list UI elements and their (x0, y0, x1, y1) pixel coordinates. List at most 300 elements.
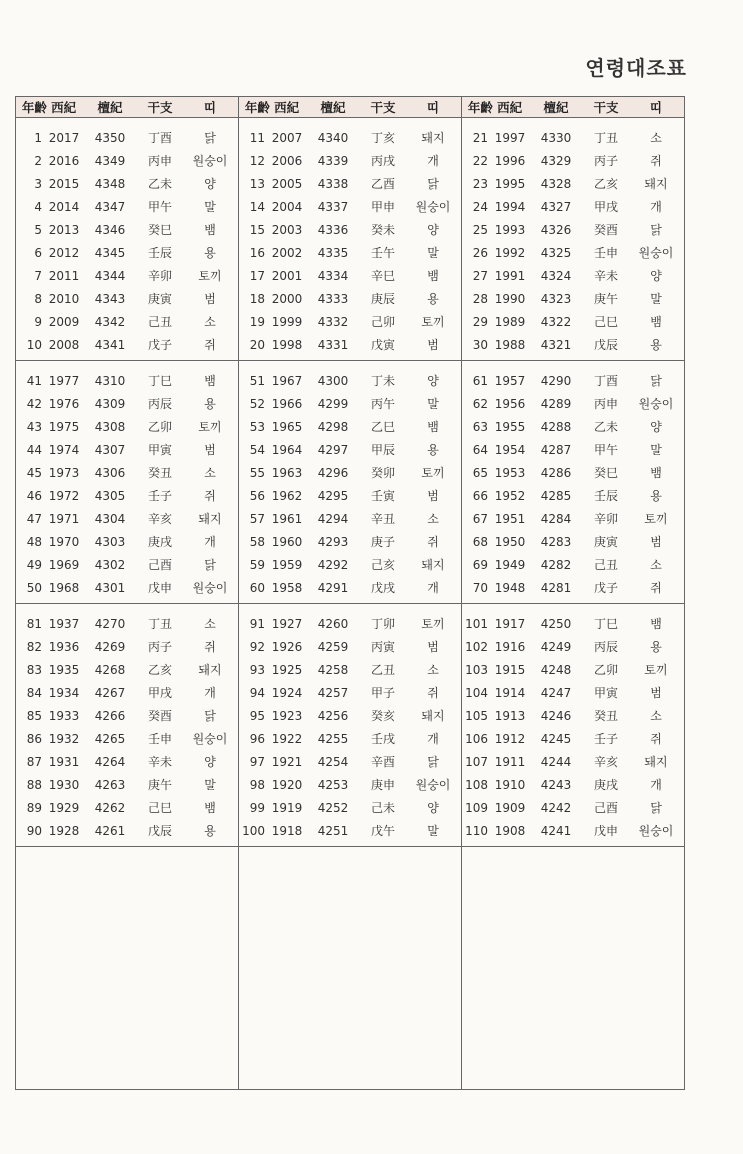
header-ganji: 干支 (593, 100, 619, 115)
ganji-cell: 壬辰 (147, 246, 172, 260)
table-row (16, 553, 238, 576)
ganji-cell: 丁卯 (370, 617, 395, 631)
ganji-cell: 丙午 (370, 397, 395, 411)
year-cell: 1924 (271, 685, 303, 700)
table-header (462, 97, 684, 118)
ganji-cell: 癸巳 (593, 466, 618, 480)
tti-cell: 소 (650, 709, 662, 723)
dangi-cell: 4346 (94, 222, 126, 237)
ganji-cell: 戊辰 (147, 824, 172, 838)
table-row (239, 878, 461, 901)
ganji-cell: 戊子 (593, 581, 618, 595)
dangi-cell: 4269 (94, 639, 126, 654)
table-row (16, 704, 238, 727)
dangi-cell: 4291 (317, 580, 349, 595)
table-row (462, 855, 684, 878)
year-cell: 1958 (271, 580, 303, 595)
tti-cell: 용 (650, 338, 662, 352)
age-cell: 13 (249, 176, 265, 191)
tti-cell: 원숭이 (638, 246, 674, 260)
tti-cell: 쥐 (650, 154, 662, 168)
ganji-cell: 甲子 (370, 686, 395, 700)
year-cell: 1977 (48, 373, 80, 388)
ganji-cell: 壬寅 (370, 489, 395, 503)
table-column (16, 97, 239, 1089)
ganji-cell: 丙戌 (370, 154, 395, 168)
tti-cell: 뱀 (427, 269, 439, 283)
year-cell: 1959 (271, 557, 303, 572)
tti-cell: 양 (650, 420, 662, 434)
ganji-cell: 甲寅 (593, 686, 618, 700)
age-cell: 46 (26, 488, 42, 503)
ganji-cell: 甲午 (593, 443, 618, 457)
age-cell: 48 (26, 534, 42, 549)
dangi-cell: 4283 (540, 534, 572, 549)
dangi-cell: 4281 (540, 580, 572, 595)
table-row (462, 970, 684, 993)
tti-cell: 토끼 (644, 512, 668, 526)
year-cell: 1911 (494, 754, 526, 769)
year-cell: 1993 (494, 222, 526, 237)
header-age-year: 年齡 西紀 (21, 100, 77, 115)
table-row (462, 750, 684, 773)
tti-cell: 쥐 (650, 581, 662, 595)
year-cell: 1965 (271, 419, 303, 434)
table-row (239, 415, 461, 438)
dangi-cell: 4328 (540, 176, 572, 191)
year-cell: 1955 (494, 419, 526, 434)
age-cell: 98 (249, 777, 265, 792)
dangi-cell: 4290 (540, 373, 572, 388)
table-row (462, 149, 684, 172)
table-row (16, 727, 238, 750)
year-cell: 2015 (48, 176, 80, 191)
dangi-cell: 4253 (317, 777, 349, 792)
age-cell: 100 (242, 823, 265, 838)
year-cell: 1933 (48, 708, 80, 723)
table-row (239, 172, 461, 195)
dangi-cell: 4247 (540, 685, 572, 700)
dangi-cell: 4321 (540, 337, 572, 352)
age-cell: 43 (26, 419, 42, 434)
ganji-cell: 壬申 (593, 246, 618, 260)
table-row (462, 126, 684, 149)
table-column (239, 97, 462, 1089)
year-cell: 1918 (271, 823, 303, 838)
table-row (16, 438, 238, 461)
table-row (239, 1039, 461, 1062)
dangi-cell: 4335 (317, 245, 349, 260)
table-row (462, 553, 684, 576)
tti-cell: 닭 (204, 131, 216, 145)
tti-cell: 개 (650, 778, 662, 792)
dangi-cell: 4300 (317, 373, 349, 388)
ganji-cell: 壬辰 (593, 489, 618, 503)
ganji-cell: 己卯 (370, 315, 395, 329)
ganji-cell: 庚戌 (147, 535, 172, 549)
age-cell: 7 (34, 268, 42, 283)
table-row (462, 901, 684, 924)
table-row (462, 993, 684, 1016)
table-row (462, 530, 684, 553)
ganji-cell: 庚午 (147, 778, 172, 792)
table-row (462, 172, 684, 195)
tti-cell: 소 (650, 558, 662, 572)
year-cell: 1957 (494, 373, 526, 388)
dangi-cell: 4286 (540, 465, 572, 480)
ganji-cell: 甲午 (147, 200, 172, 214)
table-row (16, 658, 238, 681)
year-cell: 1972 (48, 488, 80, 503)
table-row (462, 635, 684, 658)
tti-cell: 소 (204, 315, 216, 329)
ganji-cell: 辛卯 (147, 269, 172, 283)
table-row (239, 369, 461, 392)
ganji-cell: 癸酉 (593, 223, 618, 237)
table-row (462, 947, 684, 970)
table-block (239, 604, 461, 847)
dangi-cell: 4248 (540, 662, 572, 677)
tti-cell: 범 (650, 686, 662, 700)
age-cell: 14 (249, 199, 265, 214)
tti-cell: 돼지 (644, 177, 668, 191)
year-cell: 1948 (494, 580, 526, 595)
ganji-cell: 辛未 (593, 269, 618, 283)
table-row (462, 241, 684, 264)
ganji-cell: 癸巳 (147, 223, 172, 237)
table-row (239, 310, 461, 333)
tti-cell: 소 (427, 512, 439, 526)
table-block (239, 361, 461, 604)
table-row (16, 149, 238, 172)
tti-cell: 쥐 (427, 535, 439, 549)
dangi-cell: 4262 (94, 800, 126, 815)
table-row (16, 796, 238, 819)
ganji-cell: 庚寅 (593, 535, 618, 549)
ganji-cell: 癸酉 (147, 709, 172, 723)
table-row (462, 878, 684, 901)
year-cell: 1915 (494, 662, 526, 677)
tti-cell: 개 (427, 154, 439, 168)
age-cell: 53 (249, 419, 265, 434)
tti-cell: 닭 (204, 709, 216, 723)
dangi-cell: 4268 (94, 662, 126, 677)
table-row (462, 438, 684, 461)
dangi-cell: 4349 (94, 153, 126, 168)
age-cell: 25 (472, 222, 488, 237)
table-row (239, 924, 461, 947)
dangi-cell: 4295 (317, 488, 349, 503)
table-row (239, 195, 461, 218)
ganji-cell: 乙卯 (147, 420, 172, 434)
table-row (462, 484, 684, 507)
dangi-cell: 4334 (317, 268, 349, 283)
year-cell: 2006 (271, 153, 303, 168)
year-cell: 1932 (48, 731, 80, 746)
age-cell: 4 (34, 199, 42, 214)
age-cell: 83 (26, 662, 42, 677)
table-row (16, 415, 238, 438)
tti-cell: 뱀 (204, 223, 216, 237)
table-row (16, 993, 238, 1016)
age-cell: 86 (26, 731, 42, 746)
tti-cell: 닭 (650, 374, 662, 388)
year-cell: 1936 (48, 639, 80, 654)
age-cell: 20 (249, 337, 265, 352)
ganji-cell: 甲戌 (593, 200, 618, 214)
table-row (16, 484, 238, 507)
age-cell: 94 (249, 685, 265, 700)
age-cell: 63 (472, 419, 488, 434)
ganji-cell: 癸卯 (370, 466, 395, 480)
table-row (239, 796, 461, 819)
year-cell: 1929 (48, 800, 80, 815)
dangi-cell: 4343 (94, 291, 126, 306)
tti-cell: 양 (427, 223, 439, 237)
ganji-cell: 戊辰 (593, 338, 618, 352)
year-cell: 2009 (48, 314, 80, 329)
dangi-cell: 4339 (317, 153, 349, 168)
age-cell: 19 (249, 314, 265, 329)
tti-cell: 용 (427, 443, 439, 457)
ganji-cell: 己亥 (370, 558, 395, 572)
year-cell: 1928 (48, 823, 80, 838)
ganji-cell: 辛酉 (370, 755, 395, 769)
table-row (239, 241, 461, 264)
table-row (16, 901, 238, 924)
table-block (462, 847, 684, 1089)
table-row (462, 195, 684, 218)
age-cell: 17 (249, 268, 265, 283)
tti-cell: 개 (204, 686, 216, 700)
dangi-cell: 4337 (317, 199, 349, 214)
ganji-cell: 乙亥 (147, 663, 172, 677)
table-row (16, 218, 238, 241)
table-row (462, 461, 684, 484)
age-cell: 97 (249, 754, 265, 769)
age-cell: 57 (249, 511, 265, 526)
dangi-cell: 4329 (540, 153, 572, 168)
tti-cell: 돼지 (421, 709, 445, 723)
ganji-cell: 戊寅 (370, 338, 395, 352)
dangi-cell: 4326 (540, 222, 572, 237)
year-cell: 1912 (494, 731, 526, 746)
ganji-cell: 丁未 (370, 374, 395, 388)
header-age-year: 年齡 西紀 (467, 100, 523, 115)
ganji-cell: 辛亥 (147, 512, 172, 526)
age-cell: 102 (465, 639, 488, 654)
year-cell: 1926 (271, 639, 303, 654)
tti-cell: 소 (650, 131, 662, 145)
ganji-cell: 乙卯 (593, 663, 618, 677)
ganji-cell: 庚辰 (370, 292, 395, 306)
ganji-cell: 丙申 (147, 154, 172, 168)
age-cell: 6 (34, 245, 42, 260)
table-row (239, 901, 461, 924)
table-row (16, 392, 238, 415)
age-cell: 110 (465, 823, 488, 838)
dangi-cell: 4245 (540, 731, 572, 746)
year-cell: 1920 (271, 777, 303, 792)
year-cell: 1931 (48, 754, 80, 769)
ganji-cell: 甲寅 (147, 443, 172, 457)
age-cell: 93 (249, 662, 265, 677)
tti-cell: 뱀 (427, 420, 439, 434)
age-cell: 70 (472, 580, 488, 595)
table-row (239, 681, 461, 704)
age-cell: 103 (465, 662, 488, 677)
year-cell: 1913 (494, 708, 526, 723)
age-cell: 81 (26, 616, 42, 631)
tti-cell: 개 (427, 732, 439, 746)
dangi-cell: 4293 (317, 534, 349, 549)
dangi-cell: 4297 (317, 442, 349, 457)
age-cell: 60 (249, 580, 265, 595)
table-block (16, 361, 238, 604)
tti-cell: 닭 (204, 558, 216, 572)
table-row (239, 993, 461, 1016)
ganji-cell: 丁巳 (593, 617, 618, 631)
ganji-cell: 己丑 (593, 558, 618, 572)
dangi-cell: 4336 (317, 222, 349, 237)
age-cell: 50 (26, 580, 42, 595)
age-cell: 85 (26, 708, 42, 723)
tti-cell: 원숭이 (192, 732, 228, 746)
year-cell: 1962 (271, 488, 303, 503)
table-row (239, 773, 461, 796)
year-cell: 1967 (271, 373, 303, 388)
age-cell: 51 (249, 373, 265, 388)
tti-cell: 토끼 (644, 663, 668, 677)
table-row (239, 392, 461, 415)
dangi-cell: 4243 (540, 777, 572, 792)
year-cell: 2010 (48, 291, 80, 306)
age-cell: 106 (465, 731, 488, 746)
age-cell: 18 (249, 291, 265, 306)
year-cell: 2013 (48, 222, 80, 237)
table-row (16, 264, 238, 287)
table-row (16, 126, 238, 149)
ganji-cell: 丁巳 (147, 374, 172, 388)
year-cell: 2007 (271, 130, 303, 145)
tti-cell: 양 (204, 177, 216, 191)
dangi-cell: 4289 (540, 396, 572, 411)
dangi-cell: 4242 (540, 800, 572, 815)
age-cell: 2 (34, 153, 42, 168)
year-cell: 1991 (494, 268, 526, 283)
age-cell: 65 (472, 465, 488, 480)
dangi-cell: 4285 (540, 488, 572, 503)
tti-cell: 돼지 (198, 663, 222, 677)
table-row (16, 172, 238, 195)
table-row (239, 727, 461, 750)
age-cell: 99 (249, 800, 265, 815)
table-row (16, 924, 238, 947)
age-cell: 69 (472, 557, 488, 572)
table-row (462, 819, 684, 842)
year-cell: 2001 (271, 268, 303, 283)
dangi-cell: 4306 (94, 465, 126, 480)
ganji-cell: 癸未 (370, 223, 395, 237)
tti-cell: 양 (650, 269, 662, 283)
table-block (462, 361, 684, 604)
tti-cell: 말 (427, 246, 439, 260)
year-cell: 1910 (494, 777, 526, 792)
dangi-cell: 4265 (94, 731, 126, 746)
dangi-cell: 4294 (317, 511, 349, 526)
age-cell: 27 (472, 268, 488, 283)
table-row (16, 635, 238, 658)
ganji-cell: 丙子 (147, 640, 172, 654)
age-cell: 55 (249, 465, 265, 480)
tti-cell: 용 (650, 640, 662, 654)
year-cell: 1954 (494, 442, 526, 457)
table-row (239, 484, 461, 507)
dangi-cell: 4261 (94, 823, 126, 838)
tti-cell: 닭 (650, 801, 662, 815)
table-row (239, 333, 461, 356)
tti-cell: 돼지 (421, 131, 445, 145)
ganji-cell: 乙未 (147, 177, 172, 191)
age-cell: 91 (249, 616, 265, 631)
ganji-cell: 庚寅 (147, 292, 172, 306)
ganji-cell: 戊午 (370, 824, 395, 838)
table-row (239, 149, 461, 172)
year-cell: 1996 (494, 153, 526, 168)
age-cell: 92 (249, 639, 265, 654)
table-row (16, 750, 238, 773)
table-row (16, 819, 238, 842)
dangi-cell: 4256 (317, 708, 349, 723)
dangi-cell: 4331 (317, 337, 349, 352)
year-cell: 1917 (494, 616, 526, 631)
header-dangi: 檀紀 (320, 100, 346, 115)
age-cell: 47 (26, 511, 42, 526)
dangi-cell: 4327 (540, 199, 572, 214)
year-cell: 1953 (494, 465, 526, 480)
year-cell: 1935 (48, 662, 80, 677)
age-cell: 15 (249, 222, 265, 237)
dangi-cell: 4342 (94, 314, 126, 329)
age-cell: 52 (249, 396, 265, 411)
tti-cell: 개 (650, 200, 662, 214)
year-cell: 1992 (494, 245, 526, 260)
ganji-cell: 丁亥 (370, 131, 395, 145)
tti-cell: 원숭이 (638, 397, 674, 411)
age-cell: 9 (34, 314, 42, 329)
table-row (16, 947, 238, 970)
ganji-cell: 戊戌 (370, 581, 395, 595)
dangi-cell: 4340 (317, 130, 349, 145)
ganji-cell: 戊子 (147, 338, 172, 352)
tti-cell: 말 (427, 397, 439, 411)
age-cell: 64 (472, 442, 488, 457)
age-cell: 96 (249, 731, 265, 746)
year-cell: 1969 (48, 557, 80, 572)
age-cell: 66 (472, 488, 488, 503)
age-cell: 3 (34, 176, 42, 191)
table-row (462, 658, 684, 681)
dangi-cell: 4333 (317, 291, 349, 306)
ganji-cell: 己巳 (593, 315, 618, 329)
year-cell: 1990 (494, 291, 526, 306)
header-ganji: 干支 (370, 100, 396, 115)
tti-cell: 토끼 (421, 617, 445, 631)
year-cell: 1914 (494, 685, 526, 700)
age-cell: 22 (472, 153, 488, 168)
table-row (462, 392, 684, 415)
table-row (239, 507, 461, 530)
